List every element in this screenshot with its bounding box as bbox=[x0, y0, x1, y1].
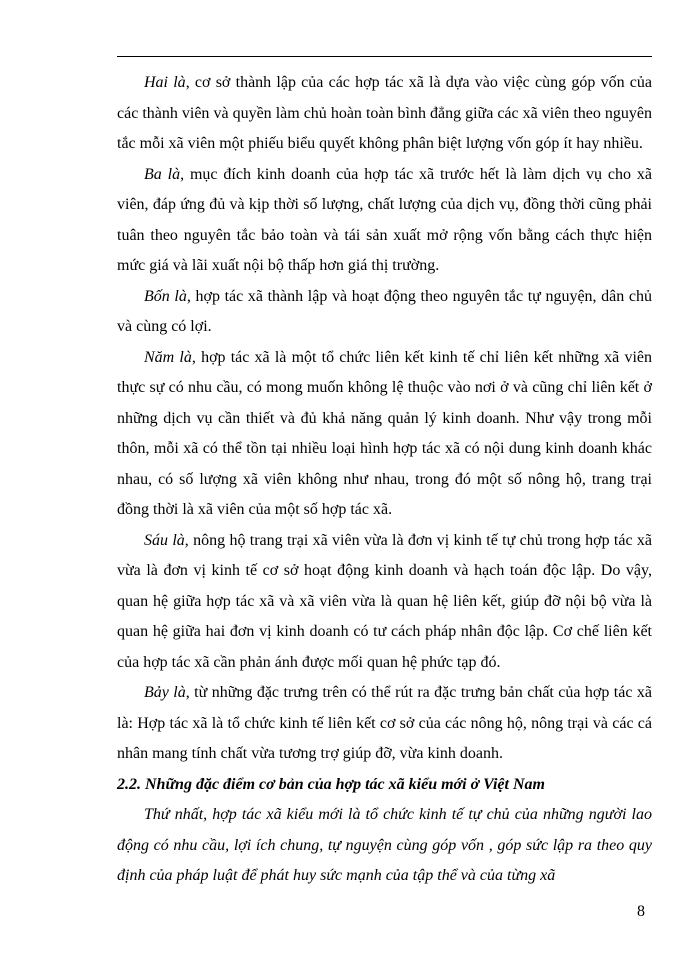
paragraph-sau-la bbox=[117, 526, 652, 679]
paragraph-lead: Sáu là bbox=[144, 531, 185, 549]
paragraph-text: , nông hộ trang trại xã viên vừa là đơn vị kinh tế tự chủ trong hợp tác xã vừa là đơn vị kinh tế cơ sở hoạt động kinh doanh và hạch toán độc lập. Do vậy, quan hệ giữa hợp tác xã và xã viên vừa là quan hệ liên kết, giúp đỡ nội bộ vừa là quan hệ giữa hai đơn vị kinh doanh có tư cách pháp nhân độc lập. Cơ chế liên kết của hợp tác xã cần phản ánh được mối quan hệ phức tạp đó. bbox=[117, 531, 652, 671]
paragraph-lead: Hai là bbox=[144, 74, 186, 91]
page-number: 8 bbox=[637, 903, 645, 920]
paragraph-hai-la bbox=[117, 68, 652, 160]
paragraph-lead: Bảy là bbox=[144, 684, 186, 701]
paragraph-lead: Ba là bbox=[144, 165, 181, 183]
paragraph-text: , hợp tác xã là một tổ chức liên kết kinh tế chỉ liên kết những xã viên thực sự có nhu cầu, có mong muốn không lệ thuộc vào nơi ở và cũng chỉ liên kết ở những dịch vụ cần thiết và đủ khả năng quản lý kinh doanh. Như vậy trong mỗi thôn, mỗi xã có thể tồn tại nhiều loại hình hợp tác xã có nội dung kinh doanh khác nhau, có số lượng xã viên không như nhau, trong đó một số nông hộ, trang trại đồng thời là xã viên của một số hợp tác xã. bbox=[117, 348, 653, 518]
paragraph-nam-la bbox=[117, 343, 652, 526]
paragraph-thu-nhat: Thứ nhất, hợp tác xã kiểu mới là tổ chức kinh tế tự chủ của những người lao động có nhu cầu, lợi ích chung, tự nguyện cùng góp vốn , góp sức lập ra theo quy định của pháp luật để phát huy sức mạnh của tập thể và của từng xã bbox=[117, 806, 652, 884]
paragraph-text: , cơ sở thành lập của các hợp tác xã là dựa vào việc cùng góp vốn của các thành viên và quyền làm chủ hoàn toàn bình đẳng giữa các xã viên theo nguyên tắc mỗi xã viên một phiếu biểu quyết không phân biệt lượng vốn góp ít hay nhiều. bbox=[117, 74, 653, 152]
paragraph-text: , từ những đặc trưng trên có thể rút ra đặc trưng bản chất của hợp tác xã là: Hợp tác xã là tổ chức kinh tế liên kết cơ sở của các nông hộ, nông trại và các cá nhân mang tính chất vừa tương trợ giúp đỡ, vừa kinh doanh. bbox=[117, 684, 652, 762]
paragraph-text: , hợp tác xã thành lập và hoạt động theo nguyên tắc tự nguyện, dân chủ và cùng có lợi. bbox=[117, 287, 653, 335]
paragraph-lead: Năm là bbox=[144, 348, 192, 366]
section-heading: 2.2. Những đặc điểm cơ bản của hợp tác xã kiểu mới ở Việt Nam bbox=[117, 775, 545, 793]
paragraph-ba-la bbox=[117, 160, 652, 282]
paragraph-bon-la bbox=[117, 282, 652, 343]
header-rule bbox=[117, 56, 652, 57]
paragraph-lead: Bốn là bbox=[144, 287, 187, 305]
paragraph-bay-la bbox=[117, 678, 652, 770]
paragraph-text: , mục đích kinh doanh của hợp tác xã trước hết là làm dịch vụ cho xã viên, đáp ứng đủ và kịp thời số lượng, chất lượng của dịch vụ, đồng thời cũng phải tuân theo nguyên tắc bảo toàn và tái sản xuất mở rộng vốn bằng cách thực hiện mức giá và lãi xuất nội bộ thấp hơn giá thị trường. bbox=[117, 165, 652, 274]
body-text bbox=[117, 68, 652, 892]
